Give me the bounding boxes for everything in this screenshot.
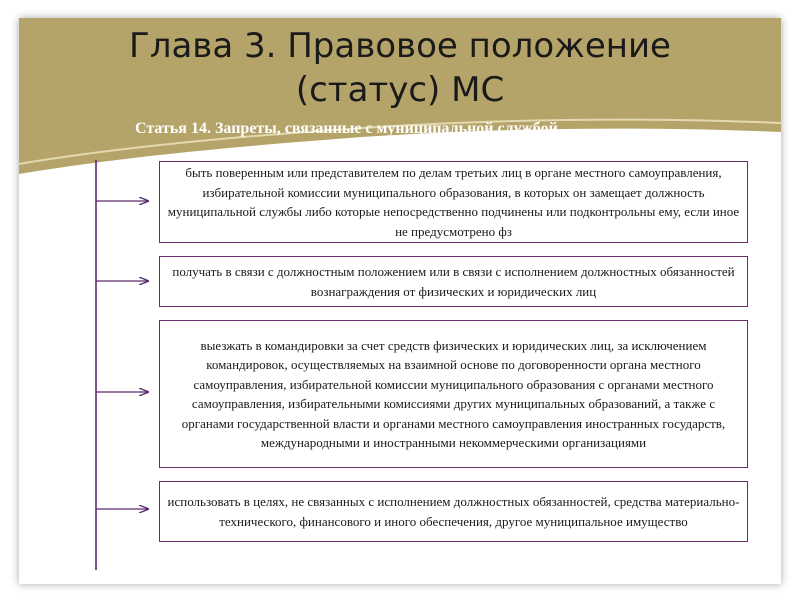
- prohibition-item-3: [159, 320, 748, 468]
- prohibition-item-3-text: выезжать в командировки за счет средств физических и юридических лиц, за исключением командировок, осуществляемых на взаимной основе по договоренности органа местного самоуправления, избирательной комиссии муниципального образования с органами местного самоуправления, избирательными комиссиями других муниципальных образований, а также с органами государственной власти и органами местного самоуправления иностранных государств, международными и иностранными некоммерческими организациями: [181, 337, 726, 450]
- slide: [19, 18, 781, 584]
- prohibition-item-2-text: получать в связи с должностным положением или в связи с исполнением должностных обязанностей вознаграждения от физических и юридических лиц: [172, 264, 735, 299]
- title-line-1: Глава 3. Правовое положение: [129, 26, 671, 66]
- title-line-2: (статус) МС: [295, 70, 505, 110]
- article-subtitle: Статья 14. Запреты, связанные с муниципальной службой: [135, 120, 558, 137]
- prohibition-item-4: [159, 481, 748, 542]
- prohibition-item-1: [159, 161, 748, 243]
- prohibition-item-4-text: использовать в целях, не связанных с исполнением должностных обязанностей, средства материально-технического, финансового и иного обеспечения, другое муниципальное имущество: [167, 494, 740, 529]
- prohibition-item-2: [159, 256, 748, 307]
- prohibition-item-1-text: быть поверенным или представителем по делам третьих лиц в органе местного самоуправления, избирательной комиссии муниципального образования, в которых он замещает должность муниципальной службы либо которые непосредственно подчинены или подконтрольны ему, если иное не предусмотрено фз: [167, 165, 740, 239]
